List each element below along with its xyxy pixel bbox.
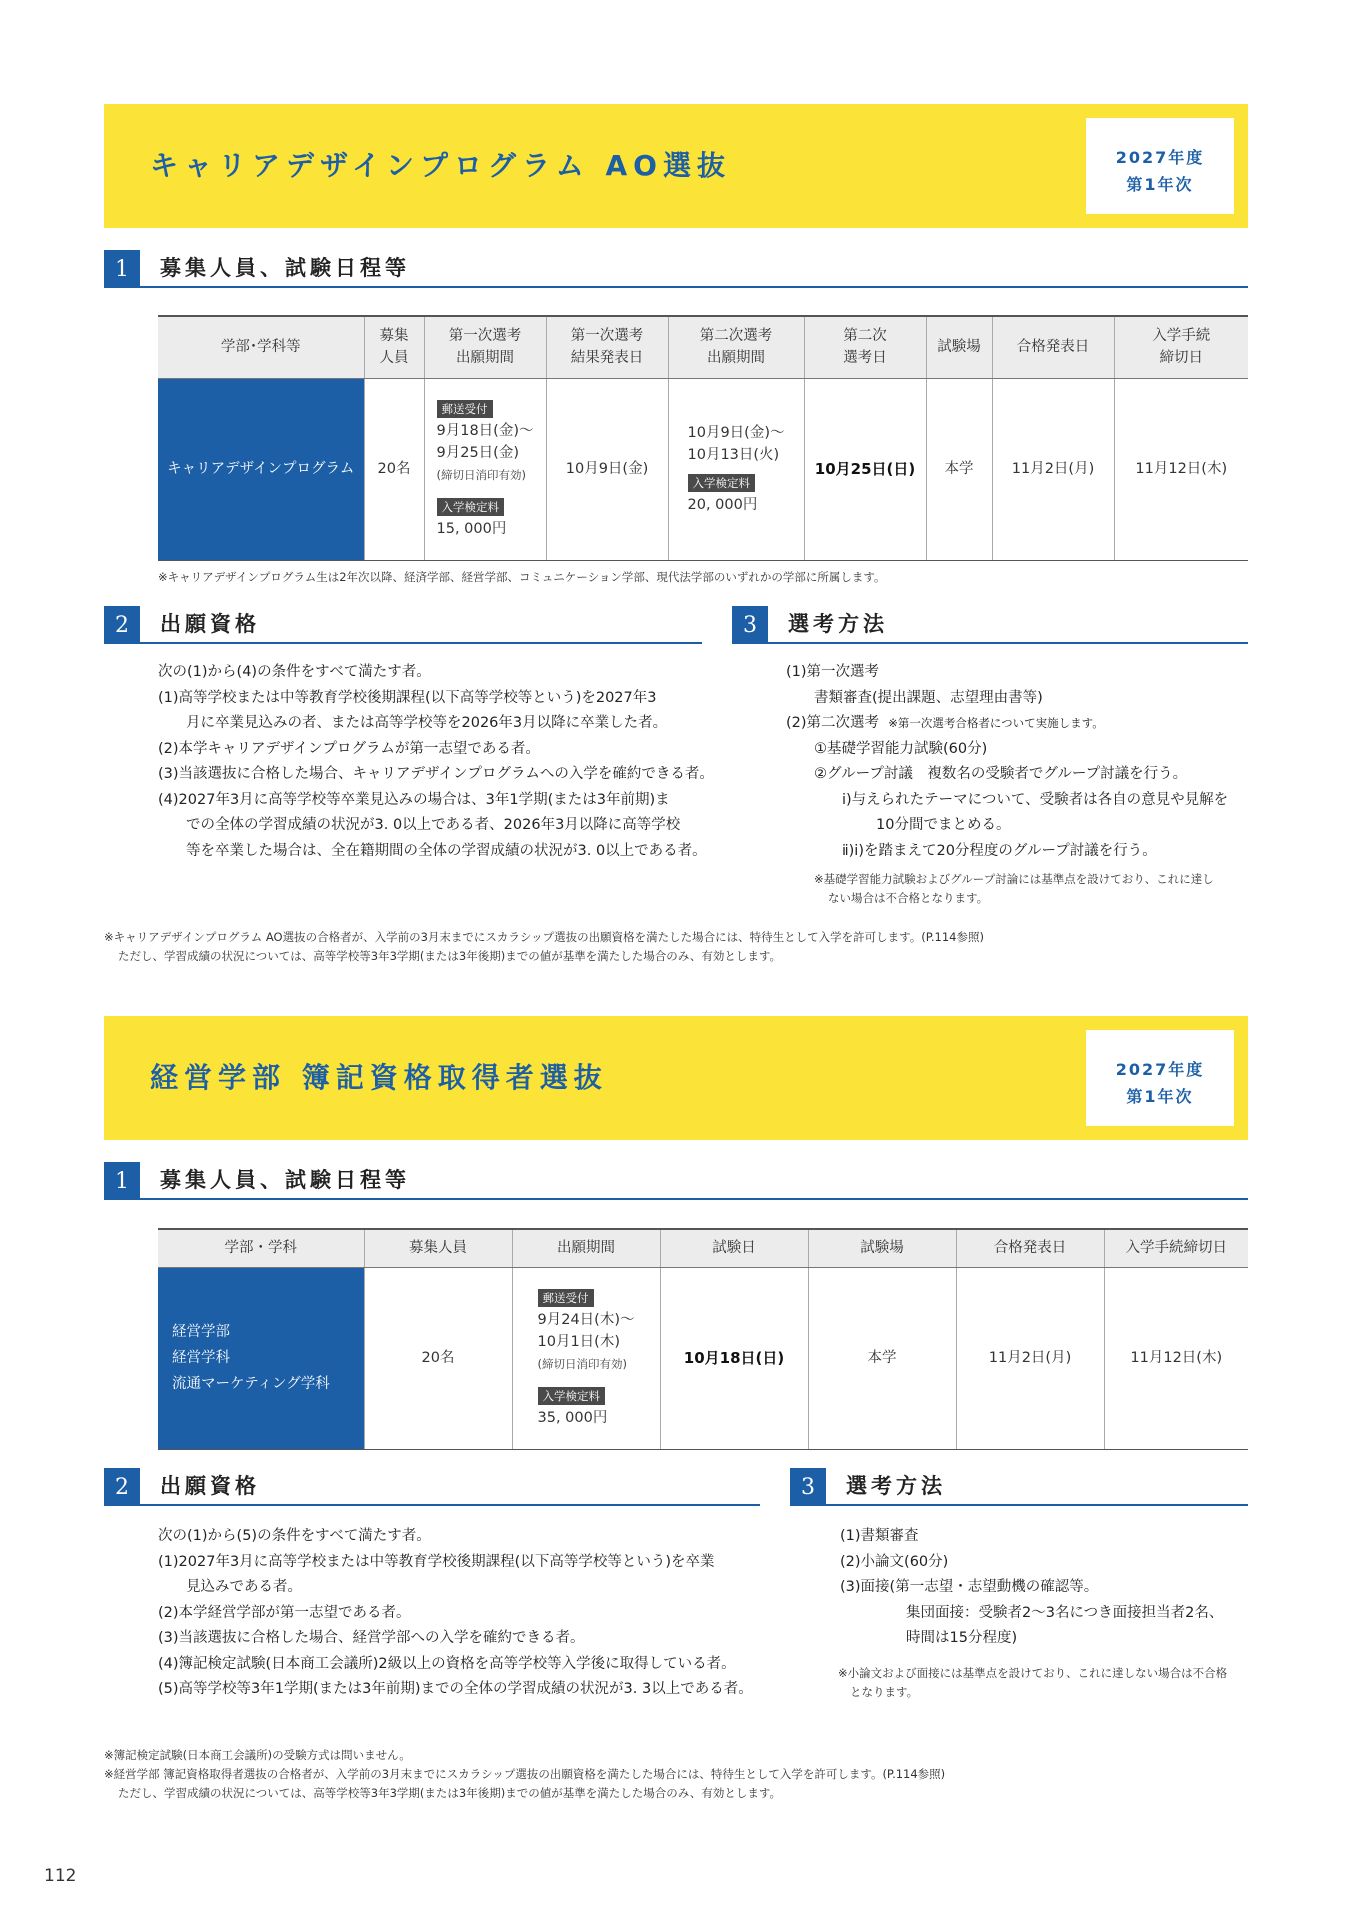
col-header-pass: 合格発表日	[956, 1229, 1104, 1267]
section2-heading-schedule	[104, 1162, 1248, 1200]
year-label: 2027年度	[1115, 1060, 1205, 1079]
cell-venue: 本学	[808, 1267, 956, 1449]
section-title: 選考方法	[846, 1474, 946, 1498]
eligibility-line: (1)高等学校または中等教育学校後期課程(以下高等学校等という)を2027年3	[158, 689, 657, 706]
section2-heading-method	[790, 1468, 1248, 1506]
cell-result1: 10月9日(金)	[546, 378, 668, 560]
section-number: 1	[104, 1162, 140, 1200]
app2-dates: 10月9日(金)〜 10月13日(火)	[687, 425, 785, 463]
footer-note-line: ただし、学習成績の状況については、高等学校等3年3学期(または3年後期)までの値が基準を満たした場合のみ、有効とします。	[118, 949, 781, 963]
method-line: (3)面接(第一志望・志望動機の確認等。	[840, 1579, 1099, 1595]
app2-fee: 20, 000円	[687, 497, 758, 513]
eligibility-line: 月に卒業見込みの者、または高等学校等を2026年3月以降に卒業した者。	[186, 715, 668, 731]
method-note: ない場合は不合格となります。	[828, 891, 989, 905]
col-header-deadline: 入学手続 締切日	[1114, 316, 1248, 378]
col-header-app: 出願期間	[512, 1229, 660, 1267]
col-header-exam: 試験日	[660, 1229, 808, 1267]
app1-dates: 9月18日(金)〜 9月25日(金)	[436, 423, 534, 461]
cell-deadline: 11月12日(木)	[1104, 1267, 1248, 1449]
section2-method-text	[840, 1524, 1248, 1702]
eligibility-line: 次の(1)から(5)の条件をすべて満たす者。	[158, 1528, 431, 1544]
method-line: ②グループ討議 複数名の受験者でグループ討議を行う。	[814, 766, 1188, 782]
method-line: (2)小論文(60分)	[840, 1553, 949, 1570]
section2-banner	[104, 1016, 1248, 1140]
section-number: 1	[104, 250, 140, 288]
cell-dept: キャリアデザインプログラム	[158, 378, 364, 560]
app1-note: (締切日消印有効)	[436, 468, 526, 482]
section1-year-box	[1086, 118, 1234, 214]
eligibility-line: (3)当該選抜に合格した場合、経営学部への入学を確約できる者。	[158, 1630, 585, 1646]
table-row	[158, 1267, 1248, 1449]
fee-tag: 入学検定料	[538, 1387, 606, 1405]
fee-tag: 入学検定料	[688, 474, 756, 492]
section-number: 2	[104, 1468, 140, 1506]
eligibility-line: (1)2027年3月に高等学校または中等教育学校後期課程(以下高等学校等という)を卒業	[158, 1553, 715, 1570]
section1-banner-title: キャリアデザインプログラム AO選抜	[150, 149, 731, 182]
section1-banner	[104, 104, 1248, 228]
cell-pass-date: 11月2日(月)	[992, 378, 1114, 560]
cell-capacity: 20名	[364, 378, 424, 560]
col-header-dept: 学部・学科	[158, 1229, 364, 1267]
cell-deadline: 11月12日(木)	[1114, 378, 1248, 560]
section-title: 選考方法	[788, 612, 888, 636]
section-number: 3	[732, 606, 768, 644]
method-line: 10分間でまとめる。	[876, 817, 1011, 833]
section-title: 募集人員、試験日程等	[160, 256, 410, 280]
cell-pass-date: 11月2日(月)	[956, 1267, 1104, 1449]
col-header-app2: 第二次選考 出願期間	[668, 316, 804, 378]
section-number: 2	[104, 606, 140, 644]
page-number: 112	[44, 1866, 77, 1886]
col-header-exam2: 第二次 選考日	[804, 316, 926, 378]
section-number: 3	[790, 1468, 826, 1506]
footer-note-line: ※キャリアデザインプログラム AO選抜の合格者が、入学前の3月末までにスカラシップ選抜の出願資格を満たした場合には、特待生として入学を許可します。(P.114参照)	[104, 930, 984, 944]
cell-exam2: 10月25日(日)	[804, 378, 926, 560]
method-line: ⅱ)ⅰ)を踏まえて20分程度のグループ討議を行う。	[842, 842, 1157, 859]
eligibility-line: (2)本学経営学部が第一志望である者。	[158, 1604, 411, 1621]
mail-tag: 郵送受付	[437, 400, 493, 418]
method-line: ①基礎学習能力試験(60分)	[814, 740, 988, 757]
eligibility-line: (2)本学キャリアデザインプログラムが第一志望である者。	[158, 740, 540, 757]
dept-line: 経営学部	[172, 1324, 230, 1340]
eligibility-line: 見込みである者。	[186, 1579, 302, 1595]
section1-eligibility-text	[158, 660, 718, 864]
year-grade-label: 第1年次	[1126, 175, 1194, 194]
method-note: ※基礎学習能力試験およびグループ討論には基準点を設けており、これに達し	[814, 872, 1214, 886]
footer-note-line: ※経営学部 簿記資格取得者選抜の合格者が、入学前の3月末までにスカラシップ選抜の出願資格を満たした場合には、特待生として入学を許可します。(P.114参照)	[104, 1767, 946, 1781]
section1-footer-note	[104, 928, 984, 966]
cell-app	[512, 1267, 660, 1449]
section2-heading-eligibility	[104, 1468, 760, 1506]
table-row	[158, 378, 1248, 560]
section-title: 出願資格	[160, 612, 260, 636]
method-line: (1)第一次選考	[786, 664, 880, 680]
eligibility-line: での全体の学習成績の状況が3. 0以上である者、2026年3月以降に高等学校	[186, 817, 681, 833]
footer-note-line: ただし、学習成績の状況については、高等学校等3年3学期(または3年後期)までの値が基準を満たした場合のみ、有効とします。	[118, 1786, 781, 1800]
col-header-capacity: 募集 人員	[364, 316, 424, 378]
section2-eligibility-text	[158, 1524, 778, 1703]
cell-app1	[424, 378, 546, 560]
method-note: ※小論文および面接には基準点を設けており、これに達しない場合は不合格	[838, 1665, 1228, 1680]
col-header-venue: 試験場	[926, 316, 992, 378]
col-header-capacity: 募集人員	[364, 1229, 512, 1267]
section2-year-box	[1086, 1030, 1234, 1126]
fee-tag: 入学検定料	[437, 498, 505, 516]
dept-line: 流通マーケティング学科	[172, 1376, 330, 1392]
section1-heading-method	[732, 606, 1248, 644]
footer-note-line: ※簿記検定試験(日本商工会議所)の受験方式は問いません。	[104, 1748, 411, 1762]
eligibility-line: (4)2027年3月に高等学校等卒業見込みの場合は、3年1学期(または3年前期)ま	[158, 791, 670, 808]
app-dates: 9月24日(木)〜 10月1日(木)	[537, 1312, 635, 1350]
section2-banner-title: 経営学部 簿記資格取得者選抜	[150, 1061, 608, 1094]
col-header-dept: 学部･学科等	[158, 316, 364, 378]
section1-table-note: ※キャリアデザインプログラム生は2年次以降、経済学部、経営学部、コミュニケーション学部、現代法学部のいずれかの学部に所属します。	[158, 570, 886, 584]
section-title: 出願資格	[160, 1474, 260, 1498]
method-line: (1)書類審査	[840, 1528, 919, 1544]
eligibility-line: (3)当該選抜に合格した場合、キャリアデザインプログラムへの入学を確約できる者。	[158, 766, 714, 782]
section2-footer-note	[104, 1746, 945, 1803]
app-note: (締切日消印有効)	[537, 1357, 627, 1371]
cell-venue: 本学	[926, 378, 992, 560]
mail-tag: 郵送受付	[538, 1289, 594, 1307]
cell-exam: 10月18日(日)	[660, 1267, 808, 1449]
method-line: 時間は15分程度)	[906, 1630, 1018, 1646]
cell-capacity: 20名	[364, 1267, 512, 1449]
dept-line: 経営学科	[172, 1350, 230, 1366]
section-title: 募集人員、試験日程等	[160, 1168, 410, 1192]
year-label: 2027年度	[1115, 148, 1205, 167]
col-header-result1: 第一次選考 結果発表日	[546, 316, 668, 378]
section1-method-text	[786, 660, 1248, 908]
col-header-app1: 第一次選考 出願期間	[424, 316, 546, 378]
method-line: ⅰ)与えられたテーマについて、受験者は各自の意見や見解を	[842, 791, 1229, 808]
year-grade-label: 第1年次	[1126, 1087, 1194, 1106]
method-note: となります。	[850, 1684, 919, 1699]
app1-fee: 15, 000円	[436, 521, 507, 537]
col-header-venue: 試験場	[808, 1229, 956, 1267]
method-line: 書類審査(提出課題、志望理由書等)	[814, 689, 1043, 706]
col-header-deadline: 入学手続締切日	[1104, 1229, 1248, 1267]
cell-app2	[668, 378, 804, 560]
app-fee: 35, 000円	[537, 1410, 608, 1426]
method-line: 集団面接：受験者2〜3名につき面接担当者2名、	[906, 1604, 1224, 1621]
eligibility-line: 等を卒業した場合は、全在籍期間の全体の学習成績の状況が3. 0以上である者。	[186, 842, 707, 859]
eligibility-line: (5)高等学校等3年1学期(または3年前期)までの全体の学習成績の状況が3. 3以上である者。	[158, 1681, 753, 1697]
method-line: (2)第二次選考 ※第一次選考合格者について実施します。	[786, 715, 1104, 731]
cell-dept	[158, 1267, 364, 1449]
eligibility-line: (4)簿記検定試験(日本商工会議所)2級以上の資格を高等学校等入学後に取得している者。	[158, 1655, 736, 1672]
section2-schedule-table	[158, 1228, 1248, 1450]
col-header-pass: 合格発表日	[992, 316, 1114, 378]
section1-heading-schedule	[104, 250, 1248, 288]
section1-schedule-table	[158, 315, 1248, 561]
section1-heading-eligibility	[104, 606, 702, 644]
eligibility-line: 次の(1)から(4)の条件をすべて満たす者。	[158, 664, 431, 680]
